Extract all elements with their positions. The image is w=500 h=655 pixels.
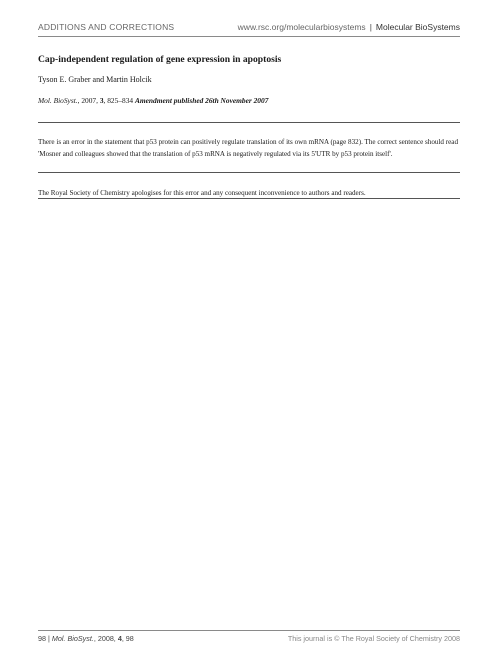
- footer-page-number: 98: [38, 634, 46, 643]
- footer-pages: , 98: [121, 634, 134, 643]
- article-citation: [38, 96, 268, 105]
- footer-rule: [38, 630, 460, 631]
- footer-year: , 2008,: [93, 634, 116, 643]
- divider-top: [38, 122, 460, 123]
- header-right: [238, 22, 460, 32]
- section-label: ADDITIONS AND CORRECTIONS: [38, 22, 175, 32]
- citation-volume: 3: [99, 96, 104, 105]
- footer-volume: 4: [117, 634, 122, 643]
- footer-copyright: This journal is © The Royal Society of Chemistry 2008: [287, 634, 460, 643]
- article-authors: Tyson E. Graber and Martin Holcik: [38, 75, 152, 84]
- correction-text: There is an error in the statement that p53 protein can positively regulate translation of its own mRNA (page 832). The correct sentence should read 'Mosner and colleagues showed that the translation of p53 mRNA is negatively regulated via its 5'UTR by p53 protein itself'.: [38, 138, 458, 159]
- journal-name: Molecular BioSystems: [375, 22, 460, 32]
- article-title: Cap-independent regulation of gene expression in apoptosis: [38, 54, 282, 65]
- footer-citation: [38, 634, 134, 643]
- citation-year: , 2007,: [77, 96, 98, 105]
- citation-journal: Mol. BioSyst.: [38, 96, 78, 105]
- divider-middle: [38, 172, 460, 173]
- amendment-date: Amendment published 26th November 2007: [134, 96, 269, 105]
- footer-separator: |: [48, 634, 50, 643]
- apology-text: The Royal Society of Chemistry apologises for this error and any consequent inconvenience to authors and readers.: [38, 189, 366, 198]
- footer-journal: Mol. BioSyst.: [51, 634, 94, 643]
- divider-bottom: [38, 198, 460, 199]
- running-header: [38, 20, 460, 37]
- citation-pages: , 825–834: [103, 96, 134, 105]
- journal-url[interactable]: www.rsc.org/molecularbiosystems: [237, 22, 366, 32]
- header-separator: |: [369, 22, 372, 32]
